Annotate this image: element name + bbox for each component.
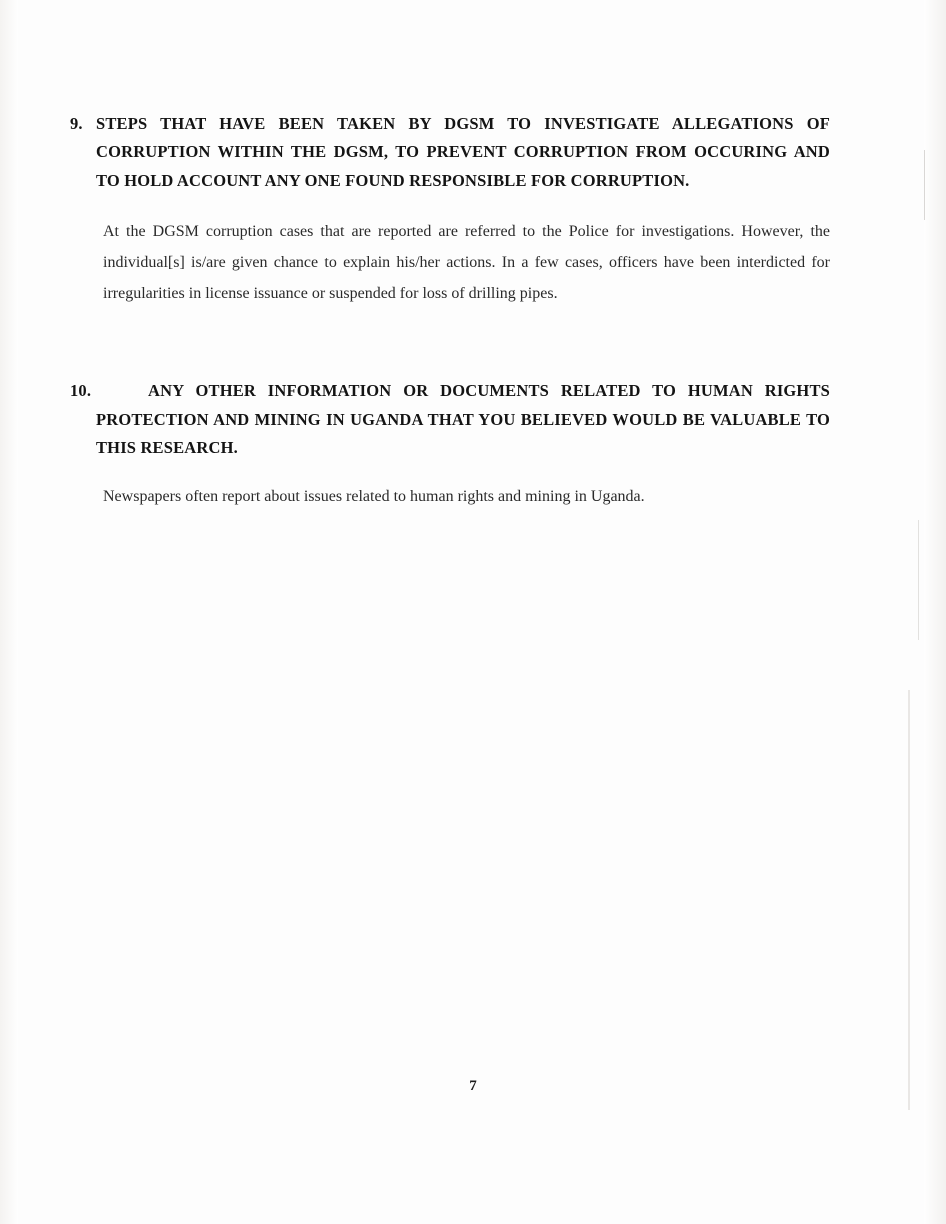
document-body: [70, 110, 830, 519]
section-10-number: 10.: [70, 381, 92, 401]
scan-artifact-mark: [924, 150, 925, 220]
section-10-heading: [70, 377, 830, 462]
scan-artifact-mark: [918, 520, 919, 640]
section-9-heading-text: STEPS THAT HAVE BEEN TAKEN BY DGSM TO INVESTIGATE ALLEGATIONS OF CORRUPTION WITHIN THE DGSM, TO PREVENT CORRUPTION FROM OCCURING AND TO HOLD ACCOUNT ANY ONE FOUND RESPONSIBLE FOR CORRUPTION.: [96, 114, 830, 190]
section-10-heading-text: ANY OTHER INFORMATION OR DOCUMENTS RELATED TO HUMAN RIGHTS PROTECTION AND MINING IN UGANDA THAT YOU BELIEVED WOULD BE VALUABLE TO THIS RESEARCH.: [96, 381, 830, 458]
section-9: [70, 110, 830, 309]
spacer: [70, 195, 830, 217]
scan-edge-left: [0, 0, 18, 1224]
section-9-body: At the DGSM corruption cases that are reported are referred to the Police for investigations. However, the individual[s] is/are given chance to explain his/her actions. In a few cases, officers have been interdicted for irregularities in license issuance or suspended for loss of drilling pipes.: [103, 223, 830, 302]
section-9-heading: [70, 110, 830, 195]
page-number: 7: [469, 1078, 477, 1094]
spacer: [70, 315, 830, 377]
spacer: [70, 462, 830, 482]
section-10: [70, 377, 830, 513]
section-10-body: Newspapers often report about issues related to human rights and mining in Uganda.: [103, 488, 645, 506]
section-9-number: 9.: [70, 114, 83, 133]
scan-artifact-mark: [908, 690, 910, 1110]
scan-edge-right: [924, 0, 946, 1224]
